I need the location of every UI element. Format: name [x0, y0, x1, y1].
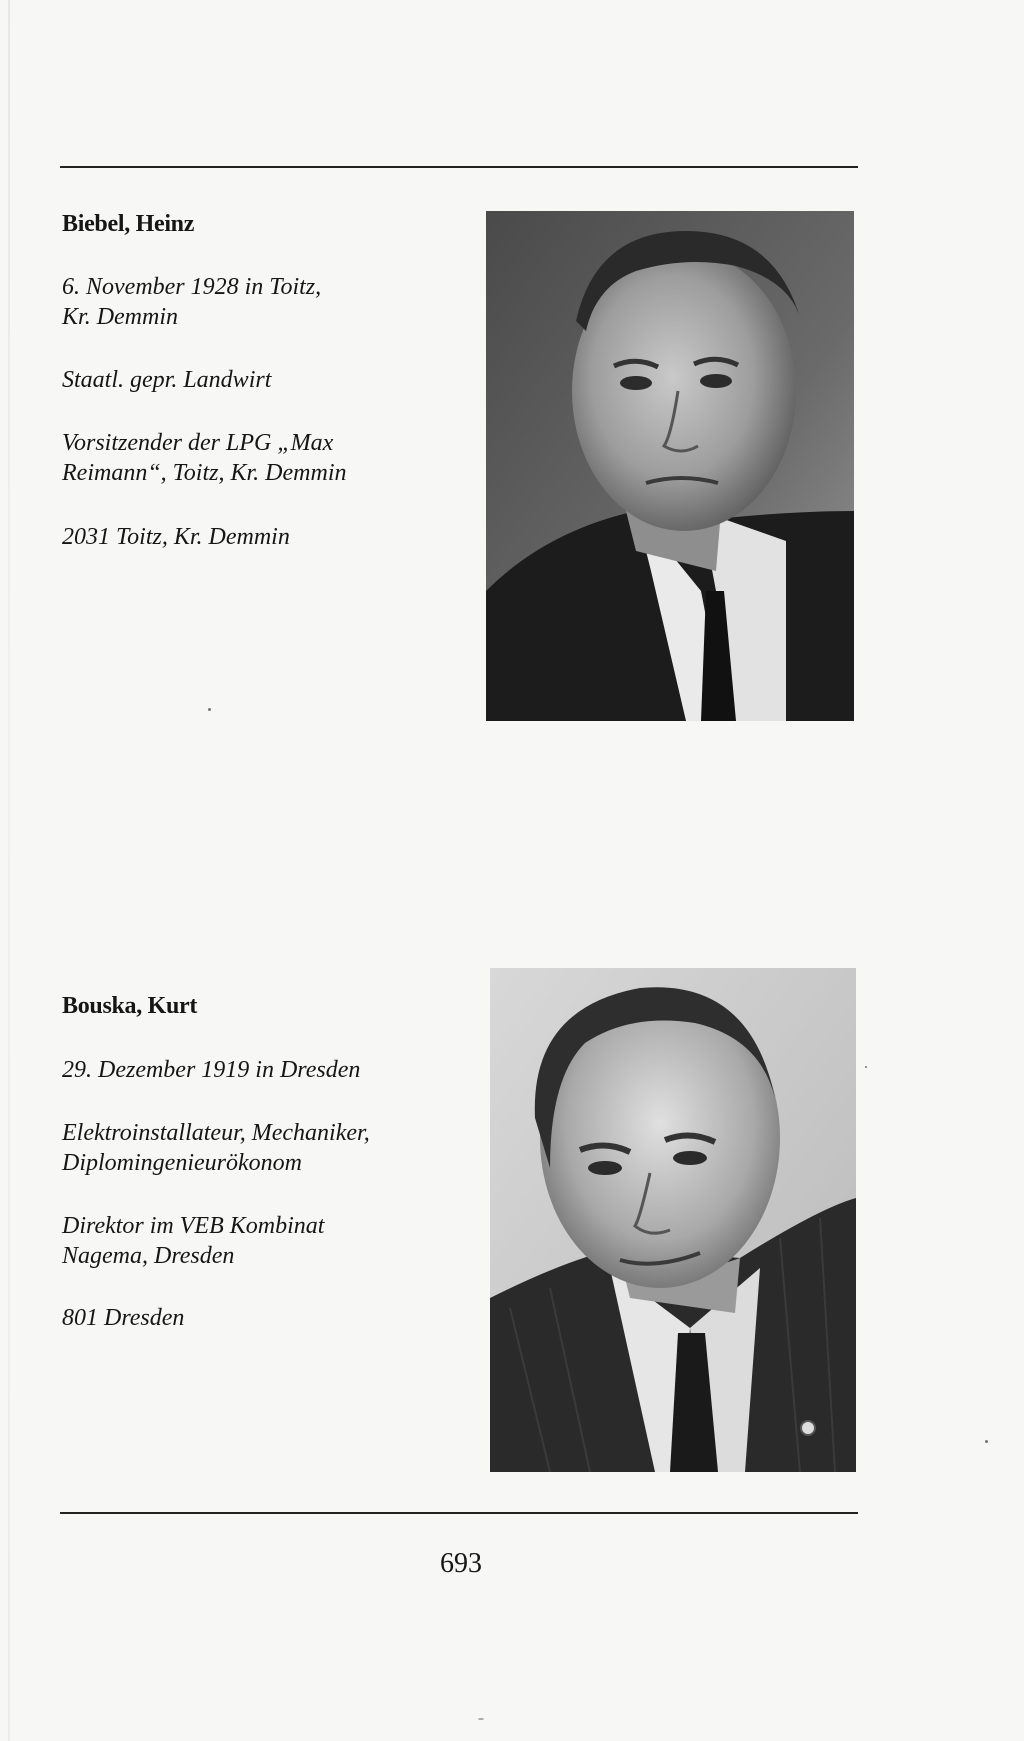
- entry-birth: 29. Dezember 1919 in Dresden: [62, 1057, 361, 1083]
- page-number: 693: [440, 1548, 482, 1579]
- entry-address: 801 Dresden: [62, 1305, 185, 1331]
- entry-address: 2031 Toitz, Kr. Demmin: [62, 524, 290, 550]
- scan-speck: [208, 708, 211, 711]
- portrait-photo-biebel: [486, 211, 854, 721]
- scan-speck: [865, 1066, 867, 1068]
- entry-birth: 6. November 1928 in Toitz, Kr. Demmin: [62, 274, 322, 330]
- entry-position: Direktor im VEB Kombinat Nagema, Dresden: [62, 1213, 325, 1269]
- entry-profession: Staatl. gepr. Landwirt: [62, 367, 272, 393]
- scan-speck: [478, 1718, 484, 1720]
- entry-profession: Elektroinstallateur, Mechaniker, Diplomingenieurökonom: [62, 1120, 370, 1176]
- portrait-photo: [490, 968, 856, 1472]
- top-rule: [60, 166, 858, 168]
- bottom-rule: [60, 1512, 858, 1514]
- entry-name: Bouska, Kurt: [62, 993, 198, 1019]
- portrait-photo-bouska: [490, 968, 856, 1472]
- page-edge: [8, 0, 10, 1741]
- scan-speck: [985, 1440, 988, 1443]
- entry-position: Vorsitzender der LPG „Max Reimann“, Toitz, Kr. Demmin: [62, 430, 347, 486]
- portrait-photo: [486, 211, 854, 721]
- entry-name: Biebel, Heinz: [62, 211, 195, 237]
